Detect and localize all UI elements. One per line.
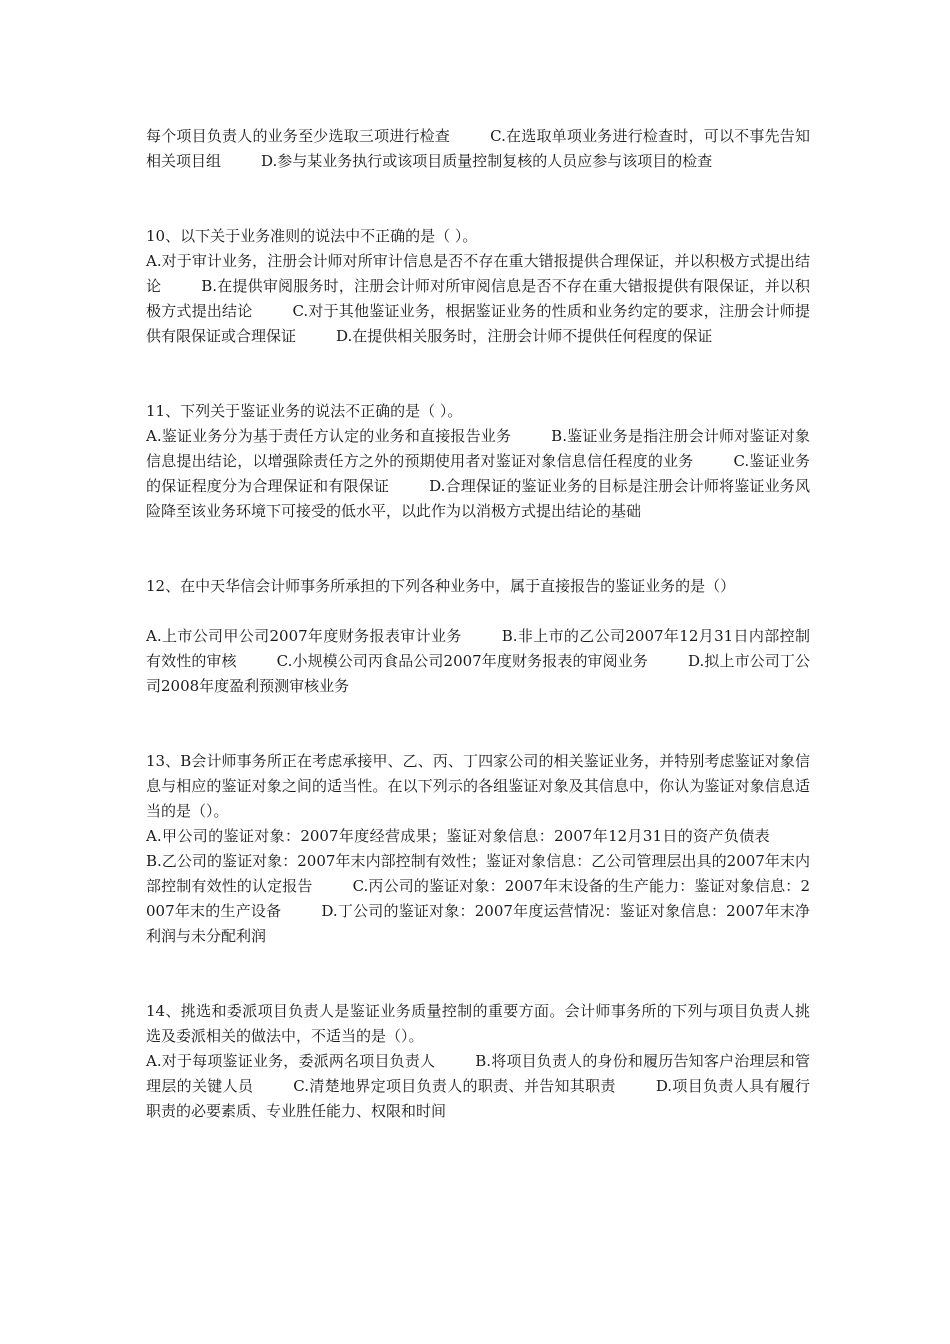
question-options	[146, 424, 810, 524]
option-c: C.小规模公司丙食品公司2007年度财务报表的审阅业务	[276, 652, 648, 670]
question-stem: 12、在中天华信会计师事务所承担的下列各种业务中，属于直接报告的鉴证业务的是（）	[146, 577, 736, 595]
option-b: B.在提供审阅服务时，注册会计师对所审阅信息是否不存在重大错报提供有限保证，并以积极方式提出结论	[146, 277, 810, 320]
option-a: A.上市公司甲公司2007年度财务报表审计业务	[146, 627, 462, 645]
question-options	[146, 624, 810, 699]
question-stem: 14、挑选和委派项目负责人是鉴证业务质量控制的重要方面。会计师事务所的下列与项目负责人挑选及委派相关的做法中，不适当的是（）。	[146, 1002, 810, 1045]
intro-options	[146, 124, 810, 174]
question-10	[146, 224, 810, 349]
question-14	[146, 999, 810, 1124]
intro-option-d: D.参与某业务执行或该项目质量控制复核的人员应参与该项目的检查	[261, 152, 713, 170]
question-stem: 10、以下关于业务准则的说法中不正确的是（ ）。	[146, 227, 478, 245]
option-a: A.鉴证业务分为基于责任方认定的业务和直接报告业务	[146, 427, 512, 445]
question-stem: 11、下列关于鉴证业务的说法不正确的是（ ）。	[146, 402, 463, 420]
option-a: A.甲公司的鉴证对象：2007年度经营成果；鉴证对象信息：2007年12月31日的资产负债表	[146, 827, 770, 845]
option-d: D.丁公司的鉴证对象：2007年度运营情况：鉴证对象信息：2007年末净利润与未分配利润	[146, 902, 810, 945]
option-c: C.鉴证业务的保证程度分为合理保证和有限保证	[146, 452, 810, 495]
question-options	[146, 249, 810, 349]
intro-option-c: C.在选取单项业务进行检查时，可以不事先告知相关项目组	[146, 127, 810, 170]
option-d: D.在提供相关服务时，注册会计师不提供任何程度的保证	[336, 327, 713, 345]
option-b: B.鉴证业务是指注册会计师对鉴证对象信息提出结论，以增强除责任方之外的预期使用者对鉴证对象信息信任程度的业务	[146, 427, 811, 470]
option-d: D.合理保证的鉴证业务的目标是注册会计师将鉴证业务风险降至该业务环境下可接受的低水平，以此作为以消极方式提出结论的基础	[146, 477, 810, 520]
question-12	[146, 574, 810, 699]
option-b: B.乙公司的鉴证对象：2007年末内部控制有效性；鉴证对象信息：乙公司管理层出具的2007年末内部控制有效性的认定报告	[146, 852, 810, 895]
option-c: C.丙公司的鉴证对象：2007年末设备的生产能力：鉴证对象信息：2007年末的生产设备	[146, 877, 810, 920]
option-d: D.拟上市公司丁公司2008年度盈利预测审核业务	[146, 652, 810, 695]
option-c: C.清楚地界定项目负责人的职责、并告知其职责	[293, 1077, 616, 1095]
question-options	[146, 1049, 810, 1124]
question-13	[146, 749, 810, 949]
intro-option-b-tail: 每个项目负责人的业务至少选取三项进行检查	[146, 127, 451, 145]
question-11	[146, 399, 810, 524]
option-a: A.对于每项鉴证业务，委派两名项目负责人	[146, 1052, 436, 1070]
option-b: B.将项目负责人的身份和履历告知客户治理层和管理层的关键人员	[146, 1052, 810, 1095]
question-options	[146, 824, 810, 949]
document-page	[146, 124, 810, 1124]
option-c: C.对于其他鉴证业务，根据鉴证业务的性质和业务约定的要求，注册会计师提供有限保证或合理保证	[146, 302, 810, 345]
option-b: B.非上市的乙公司2007年12月31日内部控制有效性的审核	[146, 627, 811, 670]
question-stem: 13、B会计师事务所正在考虑承接甲、乙、丙、丁四家公司的相关鉴证业务，并特别考虑鉴证对象信息与相应的鉴证对象之间的适当性。在以下列示的各组鉴证对象及其信息中，你认为鉴证对象信息适当的是（）。	[146, 752, 810, 820]
option-d: D.项目负责人具有履行职责的必要素质、专业胜任能力、权限和时间	[146, 1077, 810, 1120]
option-a: A.对于审计业务，注册会计师对所审计信息是否不存在重大错报提供合理保证，并以积极方式提出结论	[146, 252, 810, 295]
